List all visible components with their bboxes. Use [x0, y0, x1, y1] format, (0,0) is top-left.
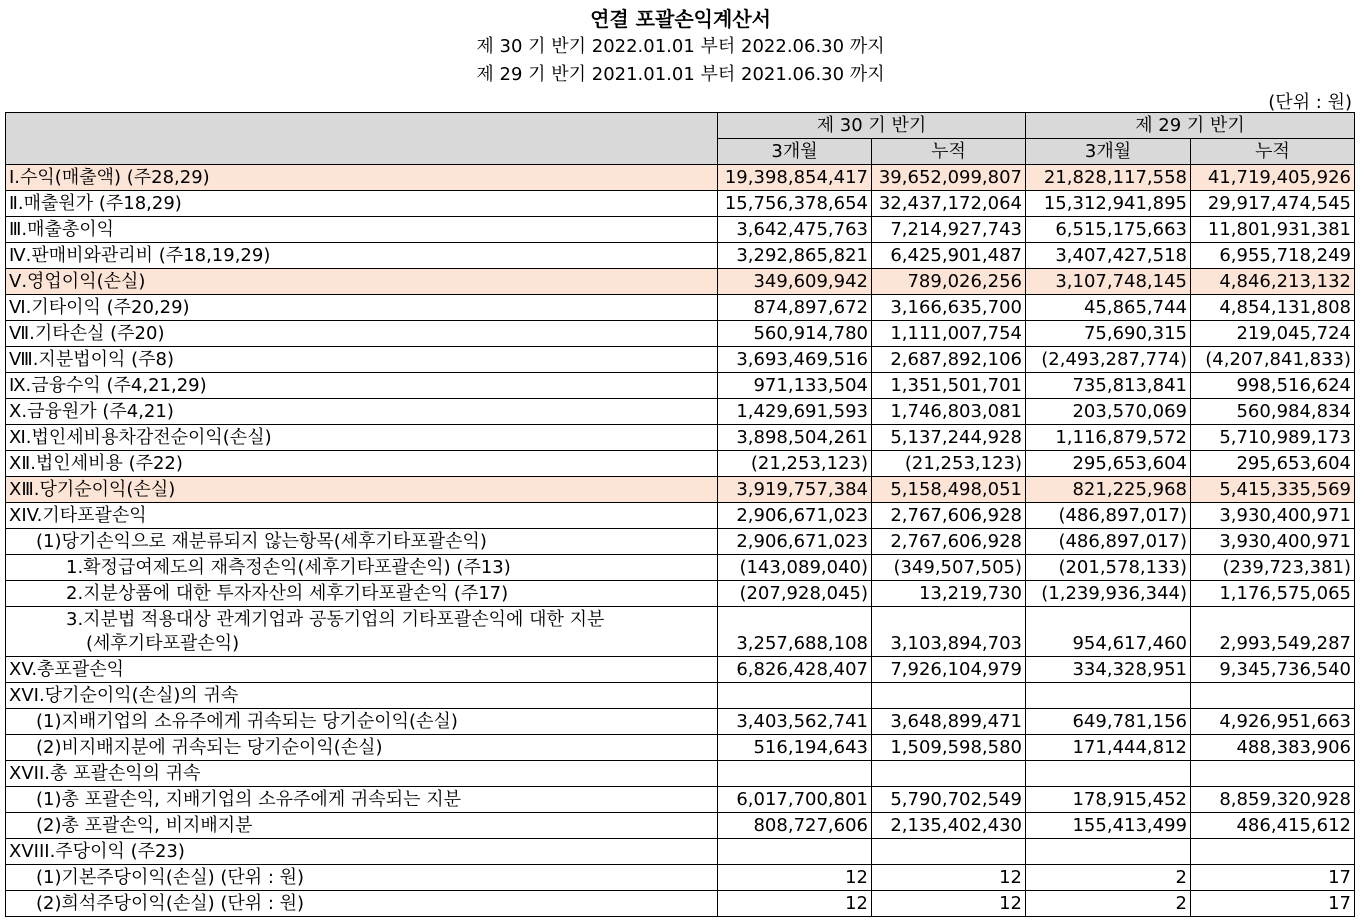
row-label: (1)기본주당이익(손실) (단위 : 원)	[6, 865, 718, 891]
cell-prior-3m: 954,617,460	[1026, 607, 1191, 657]
cell-current-cum: 5,790,702,549	[872, 787, 1026, 813]
cell-prior-cum: 219,045,724	[1191, 321, 1355, 347]
cell-current-cum: 39,652,099,807	[872, 165, 1026, 191]
subheader-prior-cum: 누적	[1191, 139, 1355, 165]
table-row	[6, 657, 1355, 683]
cell-prior-cum: 4,926,951,663	[1191, 709, 1355, 735]
row-label-line1: 3.지분법 적용대상 관계기업과 공동기업의 기타포괄손익에 대한 지분	[66, 609, 605, 630]
cell-prior-3m: (486,897,017)	[1026, 503, 1191, 529]
cell-current-3m: 1,429,691,593	[718, 399, 872, 425]
cell-current-3m: 6,017,700,801	[718, 787, 872, 813]
group-prior-header: 제 29 기 반기	[1026, 113, 1355, 139]
cell-current-3m	[718, 683, 872, 709]
row-label-line2: (세후기타포괄손익)	[86, 633, 240, 654]
cell-prior-cum: (4,207,841,833)	[1191, 347, 1355, 373]
cell-prior-cum: (239,723,381)	[1191, 555, 1355, 581]
table-row	[6, 373, 1355, 399]
row-label: 1.확정급여제도의 재측정손익(세후기타포괄손익) (주13)	[6, 555, 718, 581]
group-current-header: 제 30 기 반기	[718, 113, 1026, 139]
table-row	[6, 165, 1355, 191]
table-row	[6, 787, 1355, 813]
cell-prior-3m: 178,915,452	[1026, 787, 1191, 813]
cell-prior-cum: 998,516,624	[1191, 373, 1355, 399]
row-label: (1)총 포괄손익, 지배기업의 소유주에게 귀속되는 지분	[6, 787, 718, 813]
cell-current-cum: 2,767,606,928	[872, 503, 1026, 529]
cell-current-3m: 3,403,562,741	[718, 709, 872, 735]
table-row	[6, 217, 1355, 243]
cell-current-3m: 516,194,643	[718, 735, 872, 761]
table-row	[6, 813, 1355, 839]
period-current: 제 30 기 반기 2022.01.01 부터 2022.06.30 까지	[476, 36, 885, 57]
cell-current-cum: 12	[872, 891, 1026, 917]
cell-prior-cum: 3,930,400,971	[1191, 503, 1355, 529]
cell-current-3m: (21,253,123)	[718, 451, 872, 477]
cell-prior-3m: 295,653,604	[1026, 451, 1191, 477]
table-row	[6, 477, 1355, 503]
row-label: (2)비지배지분에 귀속되는 당기순이익(손실)	[6, 735, 718, 761]
cell-prior-cum: 295,653,604	[1191, 451, 1355, 477]
table-row	[6, 865, 1355, 891]
cell-prior-cum: 41,719,405,926	[1191, 165, 1355, 191]
table-row	[6, 891, 1355, 917]
row-label: Ⅶ.기타손실 (주20)	[6, 321, 718, 347]
subheader-current-3m: 3개월	[718, 139, 872, 165]
cell-current-cum: 1,509,598,580	[872, 735, 1026, 761]
cell-prior-3m: 3,407,427,518	[1026, 243, 1191, 269]
table-row	[6, 503, 1355, 529]
cell-current-cum: 2,687,892,106	[872, 347, 1026, 373]
cell-current-3m	[718, 839, 872, 865]
cell-current-3m: 3,257,688,108	[718, 607, 872, 657]
cell-current-cum: 1,351,501,701	[872, 373, 1026, 399]
table-row	[6, 451, 1355, 477]
row-label: ⅩⅢ.당기순이익(손실)	[6, 477, 718, 503]
cell-prior-3m	[1026, 683, 1191, 709]
table-row	[6, 735, 1355, 761]
cell-prior-cum	[1191, 761, 1355, 787]
cell-current-cum	[872, 839, 1026, 865]
table-row	[6, 839, 1355, 865]
table-row	[6, 607, 1355, 657]
row-label: (1)당기손익으로 재분류되지 않는항목(세후기타포괄손익)	[6, 529, 718, 555]
cell-prior-3m: 2	[1026, 891, 1191, 917]
cell-prior-3m	[1026, 761, 1191, 787]
cell-current-3m: 3,292,865,821	[718, 243, 872, 269]
cell-current-cum: 2,135,402,430	[872, 813, 1026, 839]
table-row	[6, 269, 1355, 295]
row-label: Ⅲ.매출총이익	[6, 217, 718, 243]
cell-prior-cum: 560,984,834	[1191, 399, 1355, 425]
row-label: (2)총 포괄손익, 비지배지분	[6, 813, 718, 839]
cell-prior-cum: 9,345,736,540	[1191, 657, 1355, 683]
cell-prior-3m: 3,107,748,145	[1026, 269, 1191, 295]
cell-prior-cum: 5,710,989,173	[1191, 425, 1355, 451]
cell-current-3m: 2,906,671,023	[718, 529, 872, 555]
cell-current-cum: 1,111,007,754	[872, 321, 1026, 347]
row-label: XVI.당기순이익(손실)의 귀속	[6, 683, 718, 709]
cell-current-3m: 3,898,504,261	[718, 425, 872, 451]
row-label: Ⅺ.법인세비용차감전순이익(손실)	[6, 425, 718, 451]
cell-prior-cum: 1,176,575,065	[1191, 581, 1355, 607]
cell-prior-3m: 334,328,951	[1026, 657, 1191, 683]
cell-prior-cum: 8,859,320,928	[1191, 787, 1355, 813]
period-prior: 제 29 기 반기 2021.01.01 부터 2021.06.30 까지	[476, 64, 885, 85]
cell-current-cum: (21,253,123)	[872, 451, 1026, 477]
cell-current-cum: 32,437,172,064	[872, 191, 1026, 217]
row-label: Ⅸ.금융수익 (주4,21,29)	[6, 373, 718, 399]
cell-current-cum: 2,767,606,928	[872, 529, 1026, 555]
row-label: ⅩⅡ.법인세비용 (주22)	[6, 451, 718, 477]
cell-prior-cum: 6,955,718,249	[1191, 243, 1355, 269]
row-label: Ⅰ.수익(매출액) (주28,29)	[6, 165, 718, 191]
cell-prior-3m	[1026, 839, 1191, 865]
row-label: XVII.총 포괄손익의 귀속	[6, 761, 718, 787]
table-row	[6, 581, 1355, 607]
cell-prior-3m: 1,116,879,572	[1026, 425, 1191, 451]
cell-current-cum	[872, 761, 1026, 787]
income-statement-table	[5, 112, 1355, 917]
cell-prior-3m: 21,828,117,558	[1026, 165, 1191, 191]
cell-current-cum: 1,746,803,081	[872, 399, 1026, 425]
cell-current-cum: 3,103,894,703	[872, 607, 1026, 657]
table-row	[6, 399, 1355, 425]
cell-current-cum: 3,648,899,471	[872, 709, 1026, 735]
cell-prior-3m: 821,225,968	[1026, 477, 1191, 503]
row-label: Ⅱ.매출원가 (주18,29)	[6, 191, 718, 217]
cell-prior-cum	[1191, 839, 1355, 865]
cell-current-3m: 6,826,428,407	[718, 657, 872, 683]
cell-prior-3m: (486,897,017)	[1026, 529, 1191, 555]
cell-prior-3m: 203,570,069	[1026, 399, 1191, 425]
cell-prior-3m: 649,781,156	[1026, 709, 1191, 735]
cell-current-3m: (207,928,045)	[718, 581, 872, 607]
cell-prior-cum: 4,854,131,808	[1191, 295, 1355, 321]
row-label: 2.지분상품에 대한 투자자산의 세후기타포괄손익 (주17)	[6, 581, 718, 607]
table-row	[6, 295, 1355, 321]
cell-current-3m	[718, 761, 872, 787]
cell-current-cum: (349,507,505)	[872, 555, 1026, 581]
cell-current-3m: 971,133,504	[718, 373, 872, 399]
cell-prior-cum: 4,846,213,132	[1191, 269, 1355, 295]
cell-prior-3m: 6,515,175,663	[1026, 217, 1191, 243]
cell-prior-3m: (1,239,936,344)	[1026, 581, 1191, 607]
cell-current-3m: 15,756,378,654	[718, 191, 872, 217]
cell-current-cum	[872, 683, 1026, 709]
cell-prior-3m: 735,813,841	[1026, 373, 1191, 399]
cell-current-cum: 13,219,730	[872, 581, 1026, 607]
table-row	[6, 347, 1355, 373]
cell-prior-3m: 2	[1026, 865, 1191, 891]
cell-prior-cum	[1191, 683, 1355, 709]
cell-prior-cum: 488,383,906	[1191, 735, 1355, 761]
cell-prior-cum: 486,415,612	[1191, 813, 1355, 839]
cell-current-3m: 12	[718, 891, 872, 917]
statement-title: 연결 포괄손익계산서	[590, 7, 771, 31]
row-label: (2)희석주당이익(손실) (단위 : 원)	[6, 891, 718, 917]
table-row	[6, 529, 1355, 555]
cell-current-3m: 19,398,854,417	[718, 165, 872, 191]
row-label: (1)지배기업의 소유주에게 귀속되는 당기순이익(손실)	[6, 709, 718, 735]
cell-current-3m: 2,906,671,023	[718, 503, 872, 529]
table-row	[6, 709, 1355, 735]
cell-prior-cum: 5,415,335,569	[1191, 477, 1355, 503]
unit-label: (단위 : 원)	[1268, 92, 1352, 113]
row-label: Ⅵ.기타이익 (주20,29)	[6, 295, 718, 321]
cell-current-cum: 3,166,635,700	[872, 295, 1026, 321]
cell-prior-cum: 29,917,474,545	[1191, 191, 1355, 217]
table-row	[6, 243, 1355, 269]
row-label: Ⅹ.금융원가 (주4,21)	[6, 399, 718, 425]
cell-prior-3m: (201,578,133)	[1026, 555, 1191, 581]
cell-prior-cum: 11,801,931,381	[1191, 217, 1355, 243]
cell-current-cum: 7,214,927,743	[872, 217, 1026, 243]
cell-current-3m: 3,693,469,516	[718, 347, 872, 373]
row-label: XIV.기타포괄손익	[6, 503, 718, 529]
cell-current-3m: 560,914,780	[718, 321, 872, 347]
cell-current-3m: 349,609,942	[718, 269, 872, 295]
table-row	[6, 425, 1355, 451]
cell-current-cum: 6,425,901,487	[872, 243, 1026, 269]
subheader-prior-3m: 3개월	[1026, 139, 1191, 165]
row-label: Ⅴ.영업이익(손실)	[6, 269, 718, 295]
cell-prior-3m: 15,312,941,895	[1026, 191, 1191, 217]
cell-prior-3m: 75,690,315	[1026, 321, 1191, 347]
table-row	[6, 683, 1355, 709]
cell-prior-3m: 45,865,744	[1026, 295, 1191, 321]
account-header	[6, 113, 718, 165]
cell-current-3m: 3,642,475,763	[718, 217, 872, 243]
cell-prior-cum: 3,930,400,971	[1191, 529, 1355, 555]
cell-current-cum: 789,026,256	[872, 269, 1026, 295]
cell-current-cum: 12	[872, 865, 1026, 891]
cell-current-cum: 5,137,244,928	[872, 425, 1026, 451]
cell-prior-cum: 17	[1191, 891, 1355, 917]
cell-prior-cum: 2,993,549,287	[1191, 607, 1355, 657]
table-row	[6, 191, 1355, 217]
row-label: Ⅷ.지분법이익 (주8)	[6, 347, 718, 373]
row-label: Ⅳ.판매비와관리비 (주18,19,29)	[6, 243, 718, 269]
table-row	[6, 555, 1355, 581]
subheader-current-cum: 누적	[872, 139, 1026, 165]
cell-prior-3m: 171,444,812	[1026, 735, 1191, 761]
cell-current-cum: 5,158,498,051	[872, 477, 1026, 503]
cell-current-cum: 7,926,104,979	[872, 657, 1026, 683]
cell-current-3m: 874,897,672	[718, 295, 872, 321]
table-row	[6, 321, 1355, 347]
cell-prior-3m: (2,493,287,774)	[1026, 347, 1191, 373]
cell-current-3m: 12	[718, 865, 872, 891]
cell-prior-3m: 155,413,499	[1026, 813, 1191, 839]
row-label: XVIII.주당이익 (주23)	[6, 839, 718, 865]
cell-current-3m: 808,727,606	[718, 813, 872, 839]
table-row	[6, 761, 1355, 787]
cell-current-3m: (143,089,040)	[718, 555, 872, 581]
cell-prior-cum: 17	[1191, 865, 1355, 891]
row-label: XV.총포괄손익	[6, 657, 718, 683]
row-label	[6, 607, 718, 657]
cell-current-3m: 3,919,757,384	[718, 477, 872, 503]
